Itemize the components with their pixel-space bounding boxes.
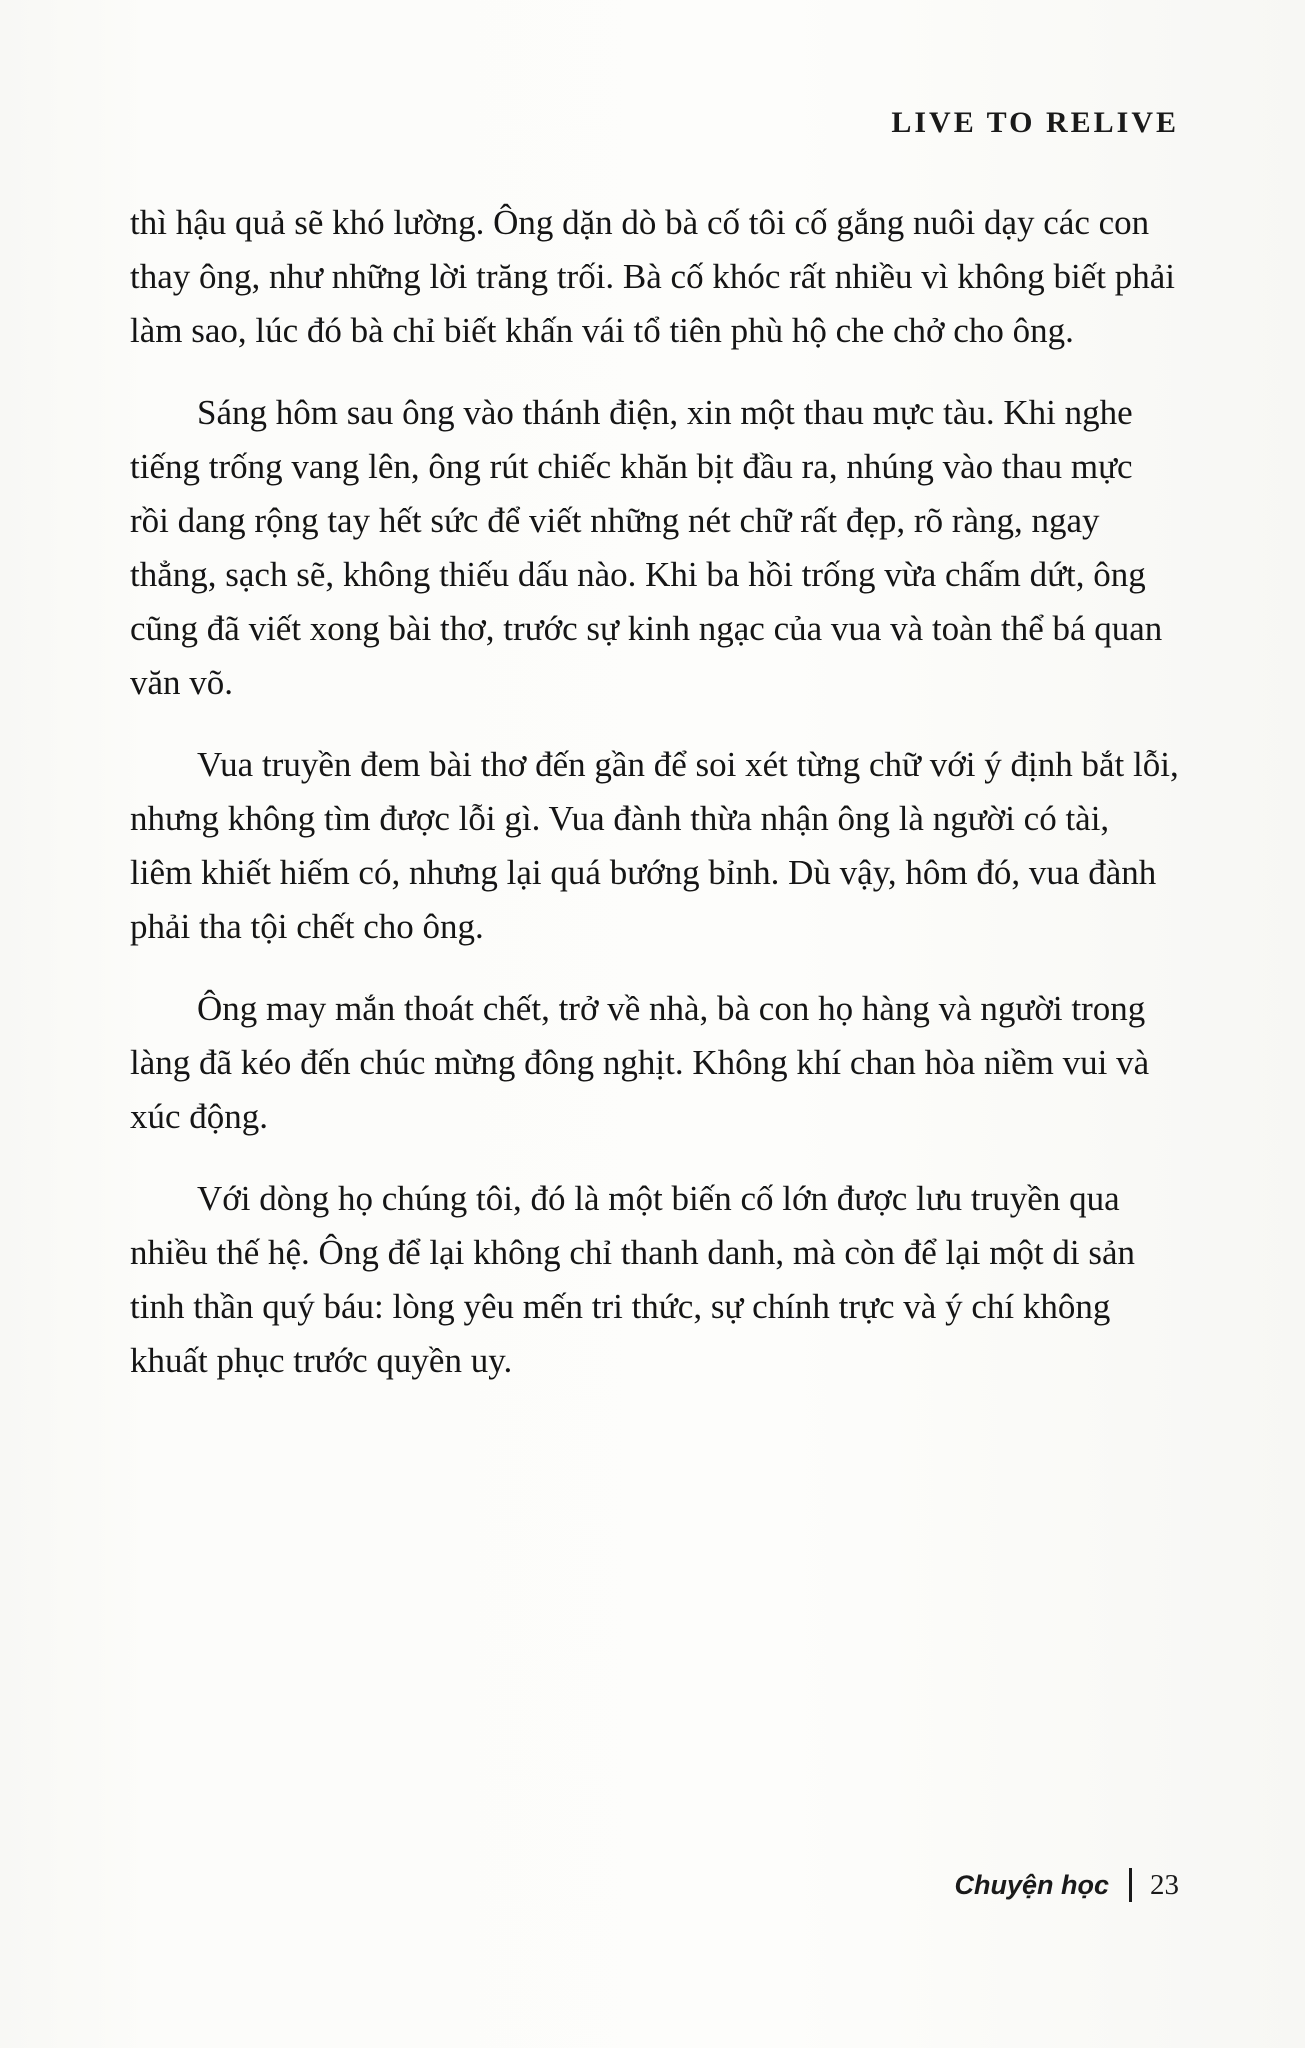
paragraph: Với dòng họ chúng tôi, đó là một biến cố lớn được lưu truyền qua nhiều thế hệ. Ông để lại không chỉ thanh danh, mà còn để lại một di sản tinh thần quý báu: lòng yêu mến tri thức, sự chính trực và ý chí không khuất phục trước quyền uy.	[130, 1179, 1136, 1380]
footer-divider	[1129, 1868, 1132, 1902]
paragraph: Sáng hôm sau ông vào thánh điện, xin một thau mực tàu. Khi nghe tiếng trống vang lên, ông rút chiếc khăn bịt đầu ra, nhúng vào thau mực rồi dang rộng tay hết sức để viết những nét chữ rất đẹp, rõ ràng, ngay thẳng, sạch sẽ, không thiếu dấu nào. Khi ba hồi trống vừa chấm dứt, ông cũng đã viết xong bài thơ, trước sự kinh ngạc của vua và toàn thể bá quan văn võ.	[130, 393, 1163, 702]
paragraph: Ông may mắn thoát chết, trở về nhà, bà con họ hàng và người trong làng đã kéo đến chúc mừng đông nghịt. Không khí chan hòa niềm vui và xúc động.	[130, 989, 1150, 1136]
footer-section-title: Chuyện học	[954, 1869, 1109, 1900]
page-footer	[954, 1868, 1179, 1902]
paragraph: thì hậu quả sẽ khó lường. Ông dặn dò bà cố tôi cố gắng nuôi dạy các con thay ông, như những lời trăng trối. Bà cố khóc rất nhiều vì không biết phải làm sao, lúc đó bà chỉ biết khấn vái tổ tiên phù hộ che chở cho ông.	[130, 203, 1176, 350]
paragraph: Vua truyền đem bài thơ đến gần để soi xét từng chữ với ý định bắt lỗi, nhưng không tìm được lỗi gì. Vua đành thừa nhận ông là người có tài, liêm khiết hiếm có, nhưng lại quá bướng bỉnh. Dù vậy, hôm đó, vua đành phải tha tội chết cho ông.	[130, 745, 1179, 946]
body-text	[130, 196, 1180, 1416]
page-number: 23	[1150, 1868, 1179, 1901]
running-header-title: LIVE TO RELIVE	[891, 106, 1179, 139]
